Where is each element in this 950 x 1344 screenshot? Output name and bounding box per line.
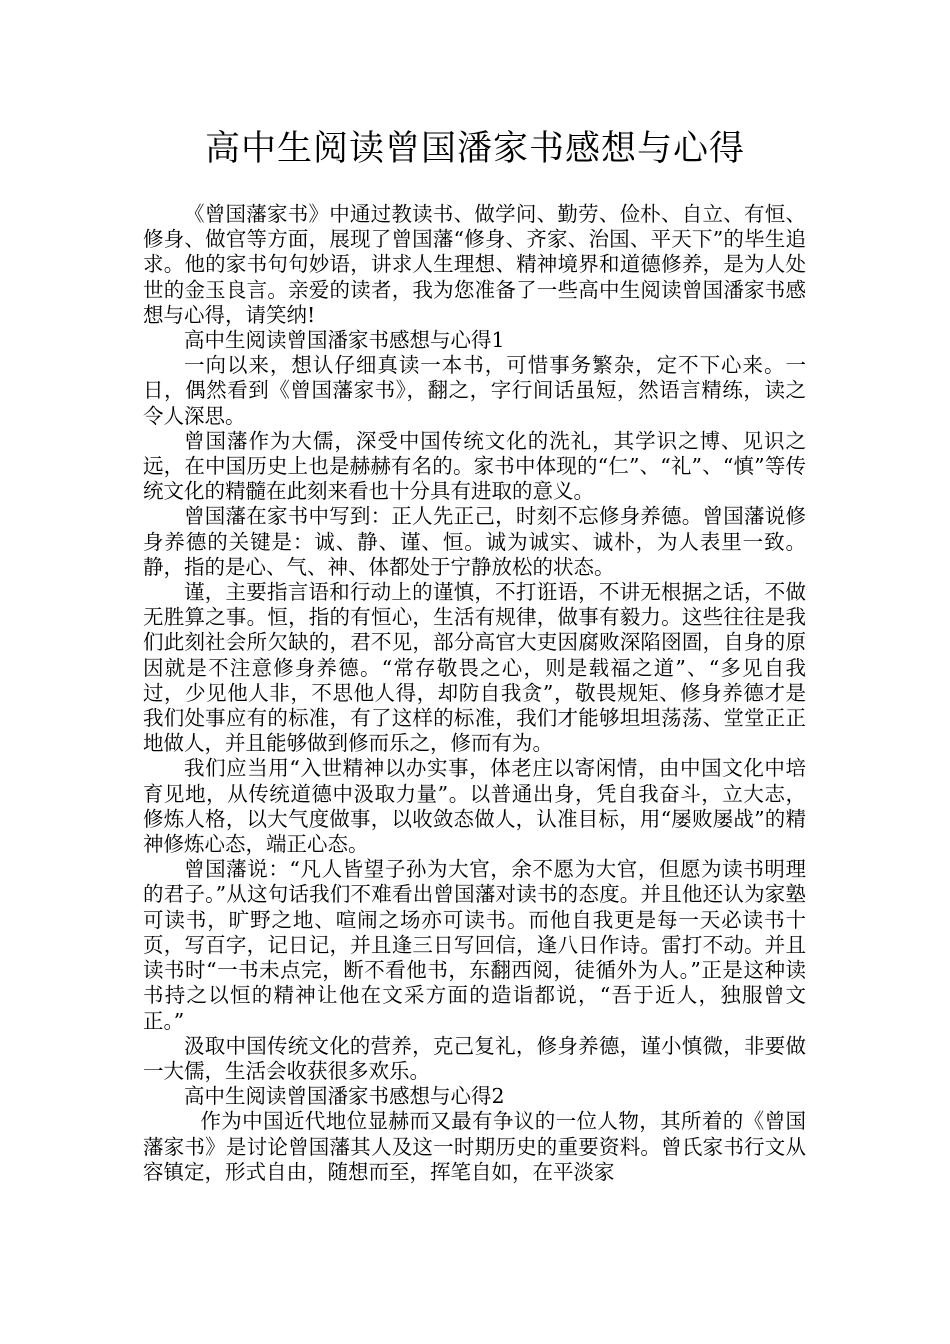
body-paragraph: 作为中国近代地位显赫而又最有争议的一位人物，其所着的《曾国藩家书》是讨论曾国藩其人及这一时期历史的重要资料。曾氏家书行文从容镇定，形式自由，随想而至，挥笔自如，在平淡家 bbox=[143, 1109, 806, 1184]
body-paragraph: 一向以来，想认仔细真读一本书，可惜事务繁杂，定不下心来。一日，偶然看到《曾国藩家书》，翻之，字行间话虽短，然语言精练，读之令人深思。 bbox=[143, 353, 806, 428]
intro-paragraph: 《曾国藩家书》中通过教读书、做学问、勤劳、俭朴、自立、有恒、修身、做官等方面，展现了曾国藩“修身、齐家、治国、平天下”的毕生追求。他的家书句句妙语，讲求人生理想、精神境界和道德修养，是为人处世的金玉良言。亲爱的读者，我为您准备了一些高中生阅读曾国潘家书感想与心得，请笑纳! bbox=[143, 202, 806, 327]
body-paragraph: 我们应当用“入世精神以办实事，体老庄以寄闲情，由中国文化中培育见地，从传统道德中汲取力量”。以普通出身，凭自我奋斗，立大志，修炼人格，以大气度做事，以收敛态做人，认准目标，用“屡败屡战”的精神修炼心态，端正心态。 bbox=[143, 756, 806, 857]
section-heading-1: 高中生阅读曾国潘家书感想与心得1 bbox=[184, 328, 505, 353]
document-body bbox=[143, 202, 806, 1185]
body-paragraph: 汲取中国传统文化的营养，克己复礼，修身养德，谨小慎微，非要做一大儒，生活会收获很多欢乐。 bbox=[143, 1033, 806, 1083]
body-paragraph: 曾国藩作为大儒，深受中国传统文化的洗礼，其学识之博、见识之远，在中国历史上也是赫赫有名的。家书中体现的“仁”、“礼”、“慎”等传统文化的精髓在此刻来看也十分具有进取的意义。 bbox=[143, 428, 806, 504]
page-title: 高中生阅读曾国潘家书感想与心得 bbox=[204, 129, 745, 169]
body-paragraph: 谨，主要指言语和行动上的谨慎，不打诳语，不讲无根据之话，不做无胜算之事。恒，指的有恒心，生活有规律，做事有毅力。这些往往是我们此刻社会所欠缺的，君不见，部分高官大吏因腐败深陷囹圄，自身的原因就是不注意修身养德。“常存敬畏之心，则是载福之道”、“多见自我过，少见他人非，不思他人得，却防自我贪”，敬畏规矩、修身养德才是我们处事应有的标准，有了这样的标准，我们才能够坦坦荡荡、堂堂正正地做人，并且能够做到修而乐之，修而有为。 bbox=[143, 580, 806, 756]
section-heading-2: 高中生阅读曾国潘家书感想与心得2 bbox=[184, 1084, 505, 1109]
body-paragraph: 曾国藩说：“凡人皆望子孙为大官，余不愿为大官，但愿为读书明理的君子。”从这句话我们不难看出曾国藩对读书的态度。并且他还认为家塾可读书，旷野之地、喧闹之场亦可读书。而他自我更是每一天必读书十页，写百字，记日记，并且逢三日写回信，逢八日作诗。雷打不动。并且读书时“一书未点完，断不看他书，东翻西阅，徒循外为人。”正是这种读书持之以恒的精神让他在文采方面的造诣都说，“吾于近人，独服曾文正。” bbox=[143, 857, 806, 1033]
body-paragraph: 曾国藩在家书中写到：正人先正己，时刻不忘修身养德。曾国藩说修身养德的关键是：诚、静、谨、恒。诚为诚实、诚朴，为人表里一致。静，指的是心、气、神、体都处于宁静放松的状态。 bbox=[143, 504, 806, 579]
